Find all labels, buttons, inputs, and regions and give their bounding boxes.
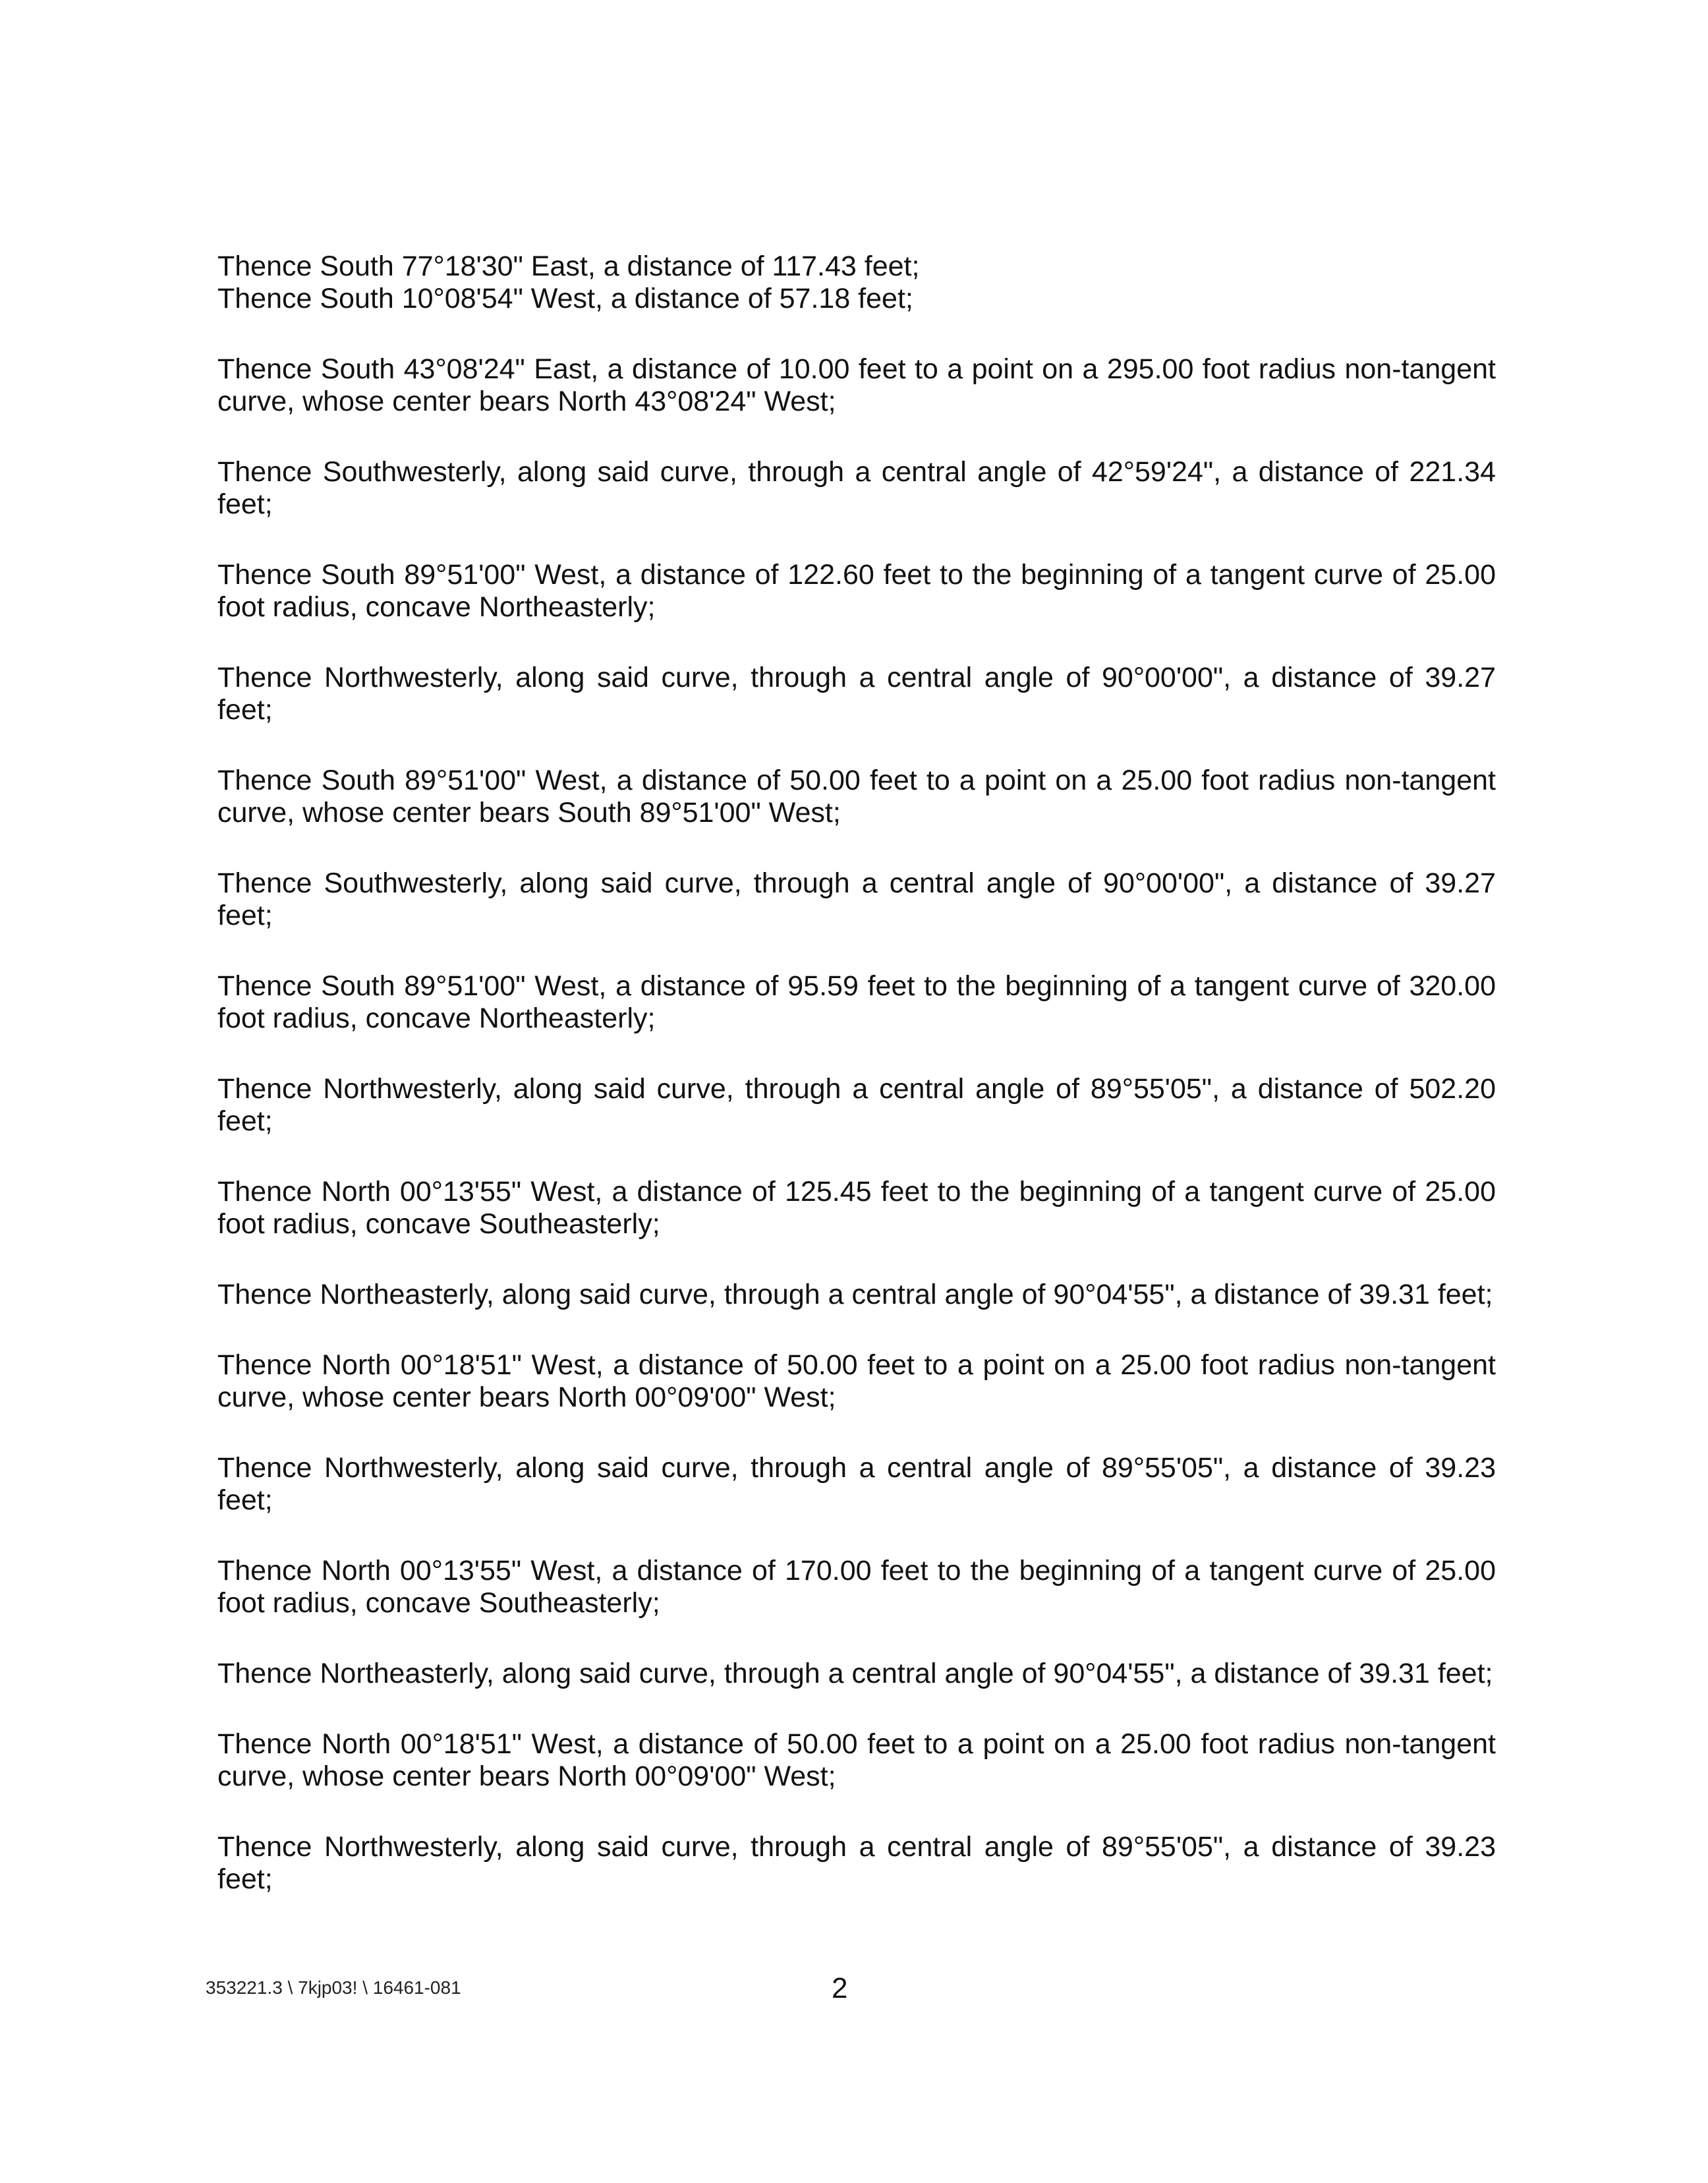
course-paragraph-3: Thence South 43°08'24" East, a distance of 10.00 feet to a point on a 295.00 foot radius non-tangent curve, whose center bears North 43°08'24" West;	[217, 353, 1496, 417]
course-paragraph-2: Thence South 10°08'54" West, a distance of 57.18 feet;	[217, 283, 913, 314]
course-paragraph-8: Thence Southwesterly, along said curve, through a central angle of 90°00'00", a distance of 39.27 feet;	[217, 867, 1496, 931]
course-paragraph-5: Thence South 89°51'00" West, a distance of 122.60 feet to the beginning of a tangent curve of 25.00 foot radius, concave Northeasterly;	[217, 559, 1496, 623]
course-paragraph-16: Thence Northeasterly, along said curve, through a central angle of 90°04'55", a distance of 39.31 feet;	[217, 1658, 1493, 1689]
page-number: 2	[832, 1972, 848, 2004]
course-paragraph-15: Thence North 00°13'55" West, a distance of 170.00 feet to the beginning of a tangent curve of 25.00 foot radius, concave Southeasterly;	[217, 1555, 1496, 1619]
course-paragraph-9: Thence South 89°51'00" West, a distance of 95.59 feet to the beginning of a tangent curve of 320.00 foot radius, concave Northeasterly;	[217, 970, 1496, 1034]
course-paragraph-7: Thence South 89°51'00" West, a distance of 50.00 feet to a point on a 25.00 foot radius non-tangent curve, whose center bears South 89°51'00" West;	[217, 765, 1496, 829]
legal-description-body	[217, 250, 1496, 1934]
course-paragraph-11: Thence North 00°13'55" West, a distance of 125.45 feet to the beginning of a tangent curve of 25.00 foot radius, concave Southeasterly;	[217, 1176, 1496, 1240]
course-paragraph-1: Thence South 77°18'30" East, a distance of 117.43 feet;	[217, 250, 920, 282]
course-paragraph-14: Thence Northwesterly, along said curve, through a central angle of 89°55'05", a distance of 39.23 feet;	[217, 1452, 1496, 1516]
course-paragraph-6: Thence Northwesterly, along said curve, through a central angle of 90°00'00", a distance of 39.27 feet;	[217, 662, 1496, 726]
document-id: 353221.3 \ 7kjp03! \ 16461-081	[206, 1977, 461, 1998]
course-paragraph-18: Thence Northwesterly, along said curve, through a central angle of 89°55'05", a distance of 39.23 feet;	[217, 1831, 1496, 1895]
course-paragraph-12: Thence Northeasterly, along said curve, through a central angle of 90°04'55", a distance of 39.31 feet;	[217, 1279, 1493, 1310]
course-paragraph-13: Thence North 00°18'51" West, a distance of 50.00 feet to a point on a 25.00 foot radius non-tangent curve, whose center bears North 00°09'00" West;	[217, 1349, 1496, 1413]
course-paragraph-17: Thence North 00°18'51" West, a distance of 50.00 feet to a point on a 25.00 foot radius non-tangent curve, whose center bears North 00°09'00" West;	[217, 1728, 1496, 1792]
course-paragraph-4: Thence Southwesterly, along said curve, through a central angle of 42°59'24", a distance of 221.34 feet;	[217, 456, 1496, 520]
course-paragraph-10: Thence Northwesterly, along said curve, through a central angle of 89°55'05", a distance of 502.20 feet;	[217, 1073, 1496, 1137]
